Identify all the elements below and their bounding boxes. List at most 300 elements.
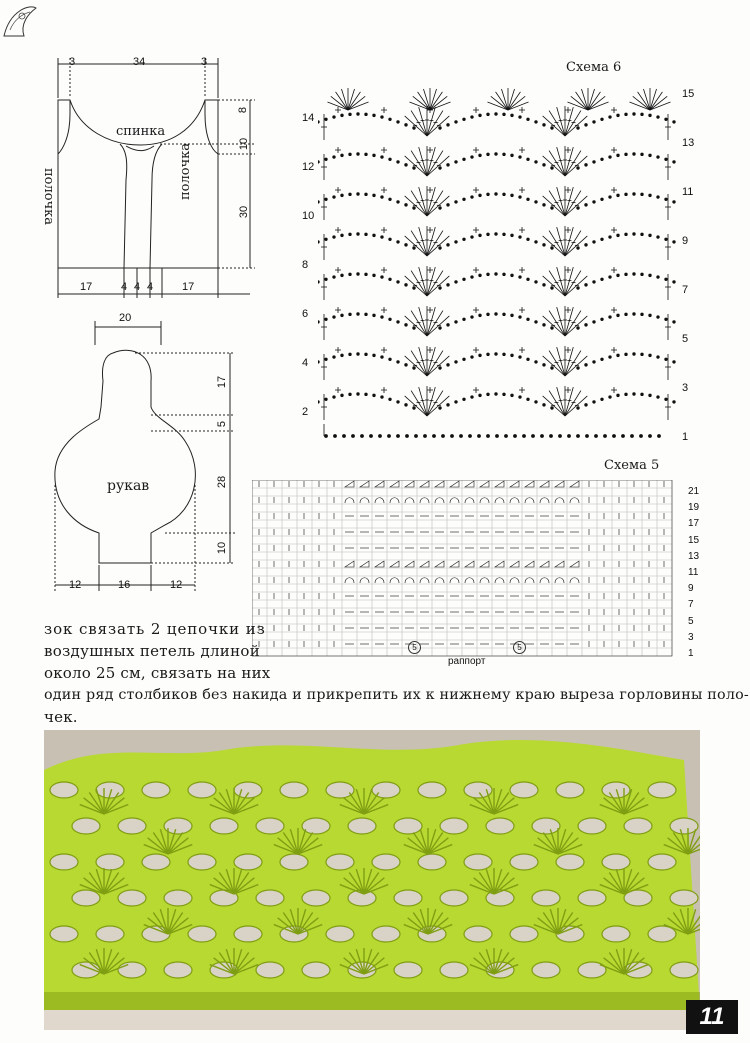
yo-symbol (540, 498, 549, 503)
sleeve-label: рукав (107, 478, 150, 494)
arch-chain (551, 407, 554, 410)
arch-chain (609, 116, 612, 119)
lace-hole (440, 890, 468, 906)
arch-chain (381, 276, 384, 279)
arch-chain (447, 364, 450, 367)
arch-chain (527, 158, 530, 161)
arch-chain (535, 281, 538, 284)
lace-hole (348, 818, 376, 834)
yo-symbol (405, 498, 414, 503)
arch-chain (341, 314, 344, 317)
arch-chain (333, 276, 336, 279)
sc-stitch (381, 187, 387, 193)
arch-chain (609, 276, 612, 279)
arch-chain (333, 396, 336, 399)
sc-stitch (473, 267, 479, 273)
vest-dim-top-center: 34 (133, 56, 146, 68)
arch-chain (318, 201, 319, 204)
arch-chain (503, 193, 506, 196)
sleeve-dim-right-4: 10 (216, 541, 229, 555)
sc-stitch (565, 187, 571, 193)
picot-stitch (581, 89, 588, 110)
arch-chain (439, 247, 442, 250)
sc-stitch (519, 347, 525, 353)
arch-chain (341, 194, 344, 197)
arch-chain (649, 114, 652, 117)
arch-chain (381, 156, 384, 159)
arch-chain (439, 327, 442, 330)
arch-chain (543, 324, 546, 327)
lace-hole (578, 890, 606, 906)
lace-edge (44, 992, 700, 1010)
arch-chain (405, 404, 408, 407)
yo-symbol (390, 578, 399, 583)
arch-chain (413, 167, 416, 170)
lace-hole (670, 818, 698, 834)
arch-chain (405, 124, 408, 127)
arch-chain (535, 401, 538, 404)
lace-photo (44, 730, 700, 1030)
arch-chain (397, 241, 400, 244)
arch-chain (641, 393, 644, 396)
arch-chain (551, 287, 554, 290)
chain-stitch (550, 435, 553, 438)
lace-hole (532, 890, 560, 906)
arch-chain (341, 274, 344, 277)
arch-chain (601, 278, 604, 281)
arch-chain (373, 114, 376, 117)
picot-stitch (633, 96, 650, 110)
scheme6-row-label-right: 7 (682, 284, 689, 296)
dc-stitch (565, 316, 587, 336)
arch-chain (641, 193, 644, 196)
arch-chain (389, 118, 392, 121)
arch-chain (609, 356, 612, 359)
decrease-symbol (345, 481, 354, 487)
arch-chain (381, 196, 384, 199)
arch-chain (405, 364, 408, 367)
dc-stitch (565, 147, 573, 176)
dc-stitch (427, 231, 443, 256)
lace-hole (50, 854, 78, 870)
dc-stitch (427, 311, 443, 336)
dc-stitch (549, 191, 565, 216)
scheme5-row-label: 9 (688, 583, 694, 595)
arch-chain (625, 313, 628, 316)
lace-hole (302, 890, 330, 906)
arch-chain (577, 247, 580, 250)
sc-stitch (427, 387, 433, 393)
sc-stitch (381, 267, 387, 273)
arch-chain (601, 358, 604, 361)
scheme6-stitches (318, 88, 678, 438)
dc-stitch (557, 387, 565, 416)
decrease-symbol (465, 481, 474, 487)
sc-stitch (519, 387, 525, 393)
lace-hole (440, 818, 468, 834)
dc-stitch (565, 387, 573, 416)
sleeve-dim-bottom-1: 12 (69, 579, 82, 591)
arch-chain (389, 158, 392, 161)
yo-symbol (570, 498, 579, 503)
arch-chain (519, 196, 522, 199)
chain-stitch (424, 435, 427, 438)
arch-chain (543, 244, 546, 247)
arch-chain (519, 116, 522, 119)
dc-stitch (419, 347, 427, 376)
arch-chain (357, 193, 360, 196)
arch-chain (365, 393, 368, 396)
scheme6-row-label-right: 1 (682, 431, 689, 443)
dc-stitch (557, 267, 565, 296)
arch-chain (357, 353, 360, 356)
arch-chain (617, 354, 620, 357)
arch-chain (333, 196, 336, 199)
picot-stitch (348, 96, 365, 110)
arch-chain (365, 353, 368, 356)
yo-symbol (495, 498, 504, 503)
chain-stitch (478, 435, 481, 438)
lace-hole (648, 782, 676, 798)
arch-chain (479, 354, 482, 357)
arch-chain (625, 273, 628, 276)
dc-stitch (411, 271, 427, 296)
arch-chain (447, 404, 450, 407)
dc-stitch (565, 396, 587, 416)
arch-chain (463, 278, 466, 281)
lace-hole (234, 782, 262, 798)
decrease-symbol (525, 481, 534, 487)
arch-chain (601, 158, 604, 161)
scheme5-row-label: 5 (688, 615, 694, 627)
yo-symbol (510, 578, 519, 583)
arch-chain (471, 396, 474, 399)
arch-chain (673, 281, 676, 284)
lace-hole (394, 818, 422, 834)
corner-logo (0, 0, 40, 40)
scheme5-row-label: 19 (688, 502, 700, 514)
chain-stitch (514, 435, 517, 438)
dc-stitch (549, 151, 565, 176)
yo-symbol (570, 578, 579, 583)
decrease-symbol (570, 481, 579, 487)
arch-chain (633, 113, 636, 116)
sleeve-pattern (45, 315, 245, 595)
sleeve-dim-right-2: 5 (216, 420, 229, 428)
arch-chain (479, 394, 482, 397)
arch-chain (633, 233, 636, 236)
arch-chain (673, 361, 676, 364)
arch-chain (665, 318, 668, 321)
arch-chain (333, 156, 336, 159)
vest-label-front-left: полочка (41, 168, 56, 226)
arch-chain (665, 238, 668, 241)
dc-stitch (543, 356, 565, 376)
arch-chain (657, 276, 660, 279)
sc-stitch (519, 187, 525, 193)
arch-chain (673, 241, 676, 244)
arch-chain (495, 113, 498, 116)
arch-chain (479, 234, 482, 237)
lace-hole (510, 926, 538, 942)
chain-stitch (496, 435, 499, 438)
arch-chain (495, 273, 498, 276)
arch-chain (397, 201, 400, 204)
arch-chain (649, 274, 652, 277)
lace-hole (670, 962, 698, 978)
arch-chain (601, 318, 604, 321)
picot-stitch (508, 96, 525, 110)
chain-stitch (451, 435, 454, 438)
lace-hole (556, 854, 584, 870)
sc-stitch (611, 347, 617, 353)
arch-chain (325, 318, 328, 321)
dc-stitch (565, 111, 581, 136)
dc-stitch (565, 187, 573, 216)
arch-chain (325, 118, 328, 121)
corner-logo-icon (0, 0, 40, 40)
dc-stitch (411, 191, 427, 216)
arch-chain (617, 114, 620, 117)
lace-hole (418, 854, 446, 870)
scheme5-row-label: 17 (688, 518, 700, 530)
sleeve-dim-top: 20 (119, 312, 132, 324)
dc-stitch (427, 267, 435, 296)
arch-chain (577, 127, 580, 130)
picot-stitch (491, 96, 508, 110)
dc-stitch (549, 391, 565, 416)
scheme5-repeat-label: раппорт (448, 656, 486, 667)
dc-stitch (565, 196, 587, 216)
arch-chain (318, 241, 319, 244)
lace-hole (256, 818, 284, 834)
lace-hole (624, 818, 652, 834)
arch-chain (535, 321, 538, 324)
arch-chain (325, 198, 328, 201)
dc-stitch (557, 347, 565, 376)
arch-chain (439, 127, 442, 130)
arch-chain (519, 276, 522, 279)
arch-chain (439, 167, 442, 170)
dc-stitch (565, 271, 581, 296)
arch-chain (373, 194, 376, 197)
chain-stitch (523, 435, 526, 438)
arch-chain (503, 113, 506, 116)
arch-chain (601, 118, 604, 121)
chain-stitch (397, 435, 400, 438)
dc-stitch (565, 107, 573, 136)
sc-stitch (611, 387, 617, 393)
sleeve-dim-right-1: 17 (216, 375, 229, 389)
arch-chain (609, 236, 612, 239)
body-line-1: зок связать 2 цепочки из (44, 620, 266, 638)
lace-hole (394, 890, 422, 906)
dc-stitch (427, 196, 449, 216)
scheme6-row-label-left: 10 (302, 210, 315, 222)
arch-chain (633, 393, 636, 396)
dc-stitch (427, 387, 435, 416)
lace-hole (372, 926, 400, 942)
scheme5-row-label: 11 (688, 567, 699, 578)
sc-stitch (611, 267, 617, 273)
arch-chain (405, 244, 408, 247)
arch-chain (455, 321, 458, 324)
chain-stitch (469, 435, 472, 438)
sc-stitch (381, 107, 387, 113)
arch-chain (649, 354, 652, 357)
vest-dim-top-right: 3 (201, 56, 208, 68)
yo-symbol (375, 578, 384, 583)
decrease-symbol (420, 561, 429, 567)
chain-stitch (343, 435, 346, 438)
dc-stitch (427, 187, 435, 216)
body-line-2: воздушных петель длиной (44, 642, 261, 660)
dc-stitch (427, 107, 435, 136)
arch-chain (535, 241, 538, 244)
dc-stitch (405, 276, 427, 296)
arch-chain (341, 234, 344, 237)
picot-stitch (331, 96, 348, 110)
arch-chain (333, 356, 336, 359)
dc-stitch (419, 227, 427, 256)
arch-chain (527, 398, 530, 401)
arch-chain (535, 201, 538, 204)
scheme5-chart (252, 480, 684, 670)
dc-stitch (411, 391, 427, 416)
chain-stitch (361, 435, 364, 438)
arch-chain (609, 156, 612, 159)
dc-stitch (419, 107, 427, 136)
arch-chain (593, 401, 596, 404)
sc-stitch (335, 307, 341, 313)
arch-chain (341, 354, 344, 357)
sc-stitch (335, 187, 341, 193)
dc-stitch (419, 147, 427, 176)
sc-stitch (519, 107, 525, 113)
arch-chain (487, 273, 490, 276)
arch-chain (471, 236, 474, 239)
arch-chain (585, 324, 588, 327)
arch-chain (325, 158, 328, 161)
scheme5-row-label: 13 (688, 550, 700, 562)
arch-chain (325, 358, 328, 361)
arch-chain (649, 234, 652, 237)
scheme5-row-label: 1 (688, 648, 694, 659)
chain-stitch (622, 435, 625, 438)
chain-stitch (586, 435, 589, 438)
arch-chain (535, 161, 538, 164)
dc-stitch (427, 227, 435, 256)
arch-chain (413, 367, 416, 370)
arch-chain (503, 353, 506, 356)
dc-stitch (565, 116, 587, 136)
arch-chain (365, 193, 368, 196)
yo-symbol (390, 498, 399, 503)
lace-hole (164, 962, 192, 978)
arch-chain (318, 161, 319, 164)
decrease-symbol (510, 561, 519, 567)
vest-dim-bottom-2: 4 (121, 281, 128, 293)
arch-chain (617, 194, 620, 197)
arch-chain (495, 153, 498, 156)
dc-stitch (565, 191, 581, 216)
arch-chain (318, 321, 319, 324)
lace-hole (464, 854, 492, 870)
vest-label-back: спинка (116, 124, 166, 139)
arch-chain (495, 233, 498, 236)
arch-chain (577, 367, 580, 370)
arch-chain (551, 167, 554, 170)
arch-chain (543, 124, 546, 127)
arch-chain (625, 353, 628, 356)
sc-stitch (427, 307, 433, 313)
chain-stitch (406, 435, 409, 438)
dc-stitch (427, 396, 449, 416)
lace-hole (280, 854, 308, 870)
vest-dim-top-left: 3 (69, 56, 76, 68)
arch-chain (511, 154, 514, 157)
dc-stitch (419, 267, 427, 296)
decrease-symbol (540, 561, 549, 567)
arch-chain (633, 193, 636, 196)
sleeve-dim-bottom-2: 16 (118, 579, 131, 591)
yo-symbol (540, 578, 549, 583)
decrease-symbol (345, 561, 354, 567)
arch-chain (633, 313, 636, 316)
arch-chain (633, 273, 636, 276)
picot-stitch (341, 89, 348, 110)
yo-symbol (435, 578, 444, 583)
yo-symbol (360, 578, 369, 583)
scheme6-row-label-left: 8 (302, 259, 309, 271)
arch-chain (551, 367, 554, 370)
decrease-symbol (450, 561, 459, 567)
decrease-symbol (435, 561, 444, 567)
dc-stitch (427, 351, 443, 376)
sc-stitch (381, 227, 387, 233)
picot-stitch (430, 89, 437, 110)
yo-symbol (345, 498, 354, 503)
dc-stitch (557, 147, 565, 176)
lace-hole (486, 818, 514, 834)
lace-hole (72, 818, 100, 834)
yo-symbol (465, 498, 474, 503)
arch-chain (609, 396, 612, 399)
arch-chain (585, 164, 588, 167)
scheme6-row-label-left: 4 (302, 357, 309, 369)
dc-stitch (411, 351, 427, 376)
arch-chain (318, 401, 319, 404)
lace-hole (440, 962, 468, 978)
sc-stitch (565, 147, 571, 153)
decrease-symbol (405, 481, 414, 487)
arch-chain (405, 284, 408, 287)
arch-chain (455, 361, 458, 364)
sc-stitch (611, 227, 617, 233)
arch-chain (527, 238, 530, 241)
dc-stitch (565, 276, 587, 296)
chain-stitch (532, 435, 535, 438)
arch-chain (389, 398, 392, 401)
decrease-symbol (390, 561, 399, 567)
dc-stitch (565, 267, 573, 296)
sc-stitch (427, 187, 433, 193)
lace-hole (648, 854, 676, 870)
dc-stitch (411, 111, 427, 136)
chain-stitch (604, 435, 607, 438)
arch-chain (511, 314, 514, 317)
arch-chain (495, 353, 498, 356)
